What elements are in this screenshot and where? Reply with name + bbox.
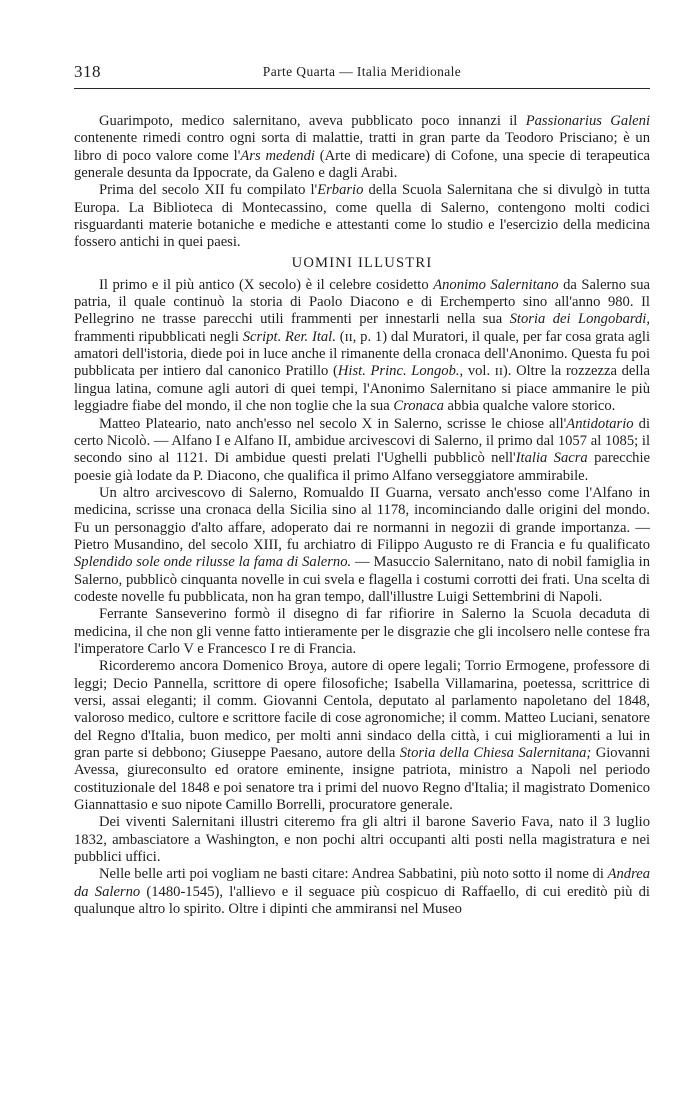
paragraph: Nelle belle arti poi vogliam ne basti citare: Andrea Sabbatini, più noto sotto il nome di Andrea da Salerno (1480-1545), l'allievo e il seguace più cospicuo di Raffaello, di cui ereditò più di qualunque altro lo spirito. Oltre i dipinti che ammiransi nel Museo: [74, 866, 650, 918]
paragraph: Ricorderemo ancora Domenico Broya, autore di opere legali; Torrio Ermogene, professore di leggi; Decio Pannella, scrittore di opere filosofiche; Isabella Villamarina, poetessa, scrittrice di versi, assai eleganti; il comm. Giovanni Centola, deputato al parlamento napoletano del 1848, valoroso medico, cultore e scrittore facile di cose agronomiche; il comm. Matteo Luciani, senatore del Regno d'Italia, buon medico, per molti anni sindaco della città, i cui miglioramenti a lui in gran parte si debbono; Giuseppe Paesano, autore della Storia della Chiesa Salernitana; Giovanni Avessa, giureconsulto ed oratore eminente, insigne patriota, ministro a Napoli nel periodo costituzionale del 1848 e poi senatore tra i primi del nuovo Regno d'Italia; il magistrato Domenico Giannattasio e suo nipote Camillo Borrelli, procuratore generale.: [74, 658, 651, 814]
paragraph: Un altro arcivescovo di Salerno, Romualdo II Guarna, versato anch'esso come l'Alfano in medicina, scrisse una cronaca della Sicilia sino al 1178, incominciando dalle origini del mondo. Fu un personaggio d'alto affare, adoperato dai re normanni in negozii di grande importanza. — Pietro Musandino, del secolo XIII, fu archiatro di Filippo Augusto re di Francia e fu qualificato Splendido sole onde rilusse la fama di Salerno. — Masuccio Salernitano, nato di nobil famiglia in Salerno, pubblicò cinquanta novelle in cui svela e flagella i costumi corrotti dei frati. Una scelta di codeste novelle fu pubblicata, non ha gran tempo, dall'illustre Luigi Settembrini di Napoli.: [74, 484, 650, 605]
running-head: Parte Quarta — Italia Meridionale: [262, 64, 462, 79]
paragraph: Guarimpoto, medico salernitano, aveva pubblicato poco innanzi il Passionarius Galeni contenente rimedi contro ogni sorta di malattie, tratti in gran parte da Teodoro Prisciano; è un libro di poco valore come l'Ars medendi (Arte di medicare) di Cofone, una specie di terapeutica generale desunta da Ippocrate, da Galeno e dagli Arabi.: [74, 113, 651, 182]
paragraph: Ferrante Sanseverino formò il disegno di far rifiorire in Salerno la Scuola decaduta di medicina, il che non gli venne fatto intieramente per le disgrazie che gli incolsero nelle contese fra l'imperatore Carlo V e Francesco I re di Francia.: [74, 606, 650, 657]
page-header: [74, 62, 650, 88]
paragraph: Matteo Plateario, nato anch'esso nel secolo X in Salerno, scrisse le chiose all'Antidotario di certo Nicolò. — Alfano I e Alfano II, ambidue arcivescovi di Salerno, il primo dal 1057 al 1085; il secondo sino al 1121. Di ambidue questi prelati l'Ughelli pubblicò nell'Italia Sacra parecchie poesie già lodate da P. Diacono, che qualifica il primo Alfano verseggiatore ammirabile.: [74, 415, 650, 484]
book-page: [74, 62, 650, 918]
page-number: 318: [74, 62, 101, 81]
paragraph: Prima del secolo XII fu compilato l'Erbario della Scuola Salernitana che si divulgò in tutta Europa. La Biblioteca di Montecassino, come quella di Salerno, contengono molti codici risguardanti materie botaniche e mediche e attestanti come lo studio e l'esercizio della medicina fossero antichi in quei paesi.: [74, 182, 650, 251]
section-heading: UOMINI ILLUSTRI: [291, 254, 433, 271]
paragraph: Il primo e il più antico (X secolo) è il celebre cosidetto Anonimo Salernitano da Salerno sua patria, il quale continuò la storia di Paolo Diacono e di Erchemperto sino all'anno 980. Il Pellegrino ne trasse parecchi utili frammenti per innestarli nella sua Storia dei Longobardi, frammenti ripubblicati negli Script. Rer. Ital. (ɪɪ, p. 1) dal Muratori, il quale, per far cosa grata agli amatori dell'istoria, diede poi in luce anche il rimanente della cronaca dell'Anonimo. Questa fu poi pubblicata per intiero dal canonico Pratillo (Hist. Princ. Longob., vol. ɪɪ). Oltre la rozzezza della lingua latina, comune agli autori di quei tempi, l'Anonimo Salernitano si piace ammanire le più leggiadre fiabe del mondo, il che non toglie che la sua Cronaca abbia qualche valore storico.: [74, 276, 651, 415]
body-text: [74, 113, 650, 918]
paragraph: Dei viventi Salernitani illustri citeremo fra gli altri il barone Saverio Fava, nato il 3 luglio 1832, ambasciatore a Washington, e non pochi altri occupanti alti posti nella magistratura e nei pubblici uffici.: [74, 814, 650, 866]
header-rule: [74, 88, 650, 89]
